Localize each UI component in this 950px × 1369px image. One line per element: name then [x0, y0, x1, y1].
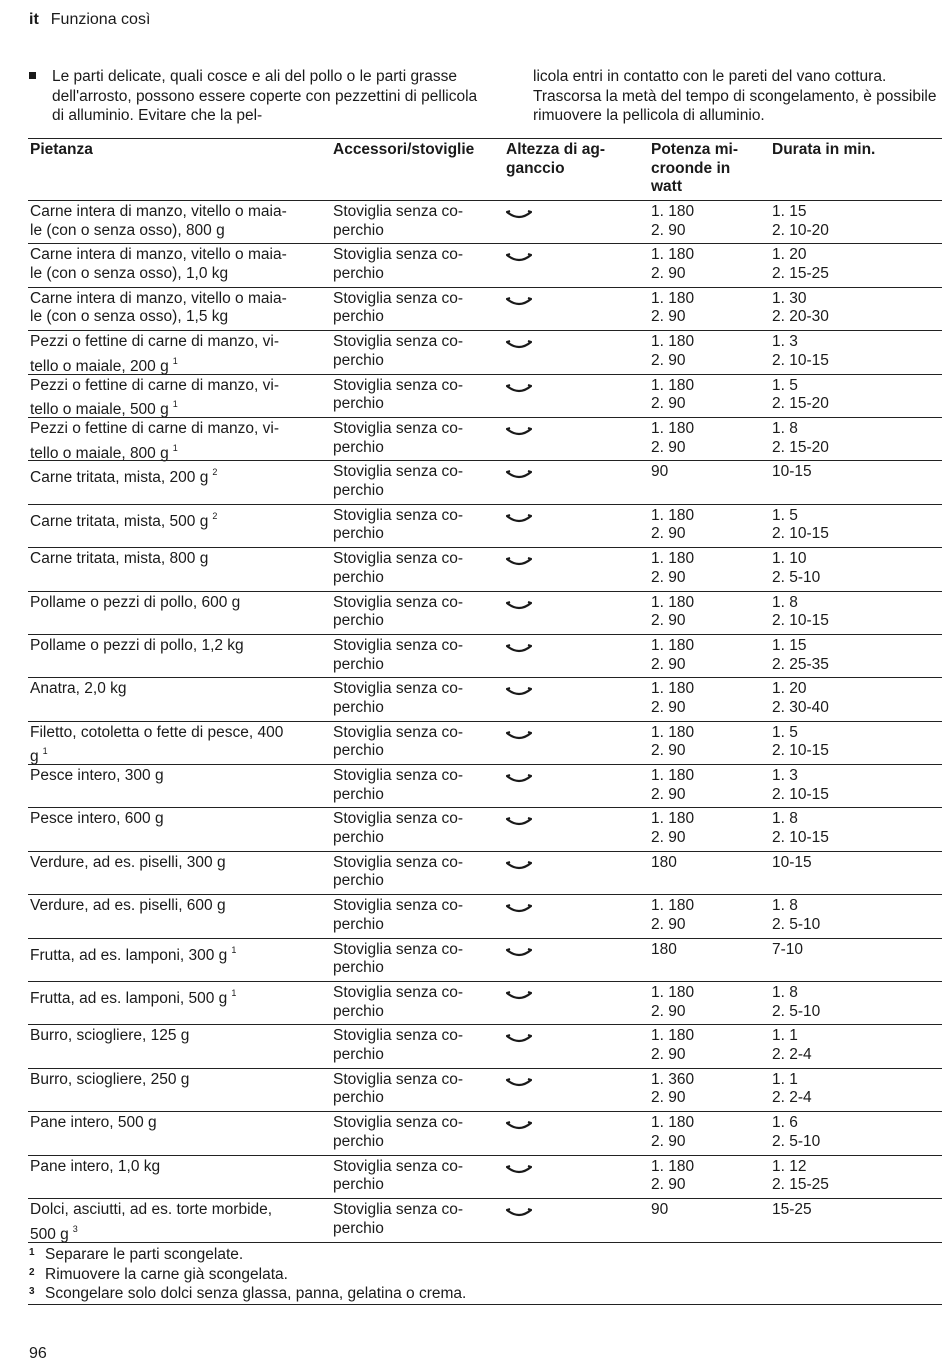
accessory-cell: Stoviglia senza co- perchio [333, 419, 464, 456]
power-cell: 1. 180 2. 90 [651, 246, 695, 282]
duration-cell: 1. 3 2. 10-15 [772, 333, 829, 369]
footnote-ref: 1 [42, 746, 48, 757]
duration-cell: 1. 15 2. 25-35 [772, 636, 829, 673]
food-label: Pane intero, 1,0 kg [30, 1157, 161, 1175]
height-cell [506, 463, 556, 479]
accessory-cell: Stoviglia senza co- perchio [333, 1157, 464, 1194]
footnote-ref: 1 [231, 988, 237, 999]
table-row [28, 1155, 942, 1198]
footnote-ref: 1 [231, 944, 237, 955]
table-bottom-rule [28, 1242, 942, 1243]
food-label: Dolci, asciutti, ad es. torte morbide, 500 g [30, 1200, 273, 1243]
shelf-level-1-icon [506, 513, 532, 523]
food-cell [30, 810, 328, 829]
intro-left-column [29, 67, 479, 126]
food-label: Carne tritata, mista, 200 g [30, 469, 209, 487]
power-cell: 180 [651, 940, 677, 958]
duration-cell: 1. 5 2. 15-20 [772, 376, 829, 413]
accessory-cell: Stoviglia senza co- perchio [333, 463, 464, 499]
table-row [28, 200, 942, 243]
footnote-ref: 3 [72, 1223, 78, 1234]
shelf-level-1-icon [506, 1207, 532, 1217]
food-label: Pesce intero, 300 g [30, 767, 164, 785]
height-cell [506, 507, 556, 523]
power-cell: 1. 180 2. 90 [651, 550, 695, 586]
table-row [28, 287, 942, 330]
accessory-cell: Stoviglia senza co- perchio [333, 1200, 464, 1237]
power-cell: 1. 180 2. 90 [651, 810, 695, 847]
food-label: Burro, sciogliere, 125 g [30, 1027, 190, 1045]
duration-cell: 10-15 [772, 853, 812, 871]
header-height: Altezza di ag- ganccio [506, 141, 606, 177]
shelf-level-1-icon [506, 1033, 532, 1043]
height-cell [506, 333, 556, 349]
section-title: Funziona così [50, 11, 151, 28]
footnote-ref: 1 [172, 399, 178, 410]
power-cell: 1. 180 2. 90 [651, 1114, 695, 1150]
duration-cell: 1. 8 2. 10-15 [772, 593, 829, 630]
food-cell [30, 1071, 328, 1090]
food-label: Pollame o pezzi di pollo, 1,2 kg [30, 636, 244, 654]
accessory-cell: Stoviglia senza co- perchio [333, 680, 464, 716]
table-row [28, 634, 942, 677]
table-row [28, 851, 942, 894]
shelf-level-1-icon [506, 686, 532, 696]
header-food: Pietanza [30, 141, 93, 158]
power-cell: 90 [651, 463, 669, 481]
height-cell [506, 1114, 556, 1130]
food-cell [30, 246, 328, 283]
accessory-cell: Stoviglia senza co- perchio [333, 1027, 464, 1064]
power-cell: 1. 180 2. 90 [651, 1027, 695, 1064]
shelf-level-1-icon [506, 816, 532, 826]
power-cell: 180 [651, 853, 677, 871]
table-row [28, 764, 942, 807]
food-label: Carne intera di manzo, vitello o maia- le (con o senza osso), 800 g [30, 203, 287, 239]
power-cell: 1. 180 2. 90 [651, 289, 695, 326]
accessory-cell: Stoviglia senza co- perchio [333, 853, 464, 890]
accessory-cell: Stoviglia senza co- perchio [333, 593, 464, 630]
duration-cell: 1. 8 2. 5-10 [772, 897, 821, 933]
header-duration: Durata in min. [772, 141, 876, 158]
accessory-cell: Stoviglia senza co- perchio [333, 289, 464, 326]
shelf-level-1-icon [506, 947, 532, 957]
duration-cell: 1. 6 2. 5-10 [772, 1114, 821, 1150]
footnote-ref: 1 [172, 355, 178, 366]
shelf-level-1-icon [506, 252, 532, 262]
footnote [29, 1284, 929, 1304]
shelf-level-1-icon [506, 383, 532, 393]
table-row [28, 243, 942, 286]
accessory-cell: Stoviglia senza co- perchio [333, 767, 464, 803]
accessory-cell: Stoviglia senza co- perchio [333, 984, 464, 1020]
power-cell: 1. 180 2. 90 [651, 897, 695, 933]
shelf-level-1-icon [506, 643, 532, 653]
power-cell: 1. 360 2. 90 [651, 1070, 695, 1107]
duration-cell: 1. 1 2. 2-4 [772, 1027, 812, 1064]
duration-cell: 10-15 [772, 463, 812, 481]
food-label: Anatra, 2,0 kg [30, 680, 127, 698]
power-cell: 1. 180 2. 90 [651, 593, 695, 630]
accessory-cell: Stoviglia senza co- perchio [333, 333, 464, 369]
food-label: Carne intera di manzo, vitello o maia- le (con o senza osso), 1,0 kg [30, 246, 287, 282]
shelf-level-1-icon [506, 903, 532, 913]
height-cell [506, 1071, 556, 1087]
food-cell [30, 594, 328, 613]
table-body [28, 200, 942, 1241]
footnote-ref: 2 [212, 467, 218, 478]
height-cell [506, 767, 556, 783]
food-cell [30, 637, 328, 656]
page-number: 96 [29, 1345, 47, 1362]
table-row [28, 938, 942, 981]
food-label: Carne tritata, mista, 800 g [30, 550, 209, 568]
shelf-level-1-icon [506, 1077, 532, 1087]
duration-cell: 1. 8 2. 15-20 [772, 419, 829, 456]
duration-cell: 1. 3 2. 10-15 [772, 767, 829, 803]
height-cell [506, 203, 556, 219]
food-label: Verdure, ad es. piselli, 300 g [30, 853, 226, 871]
food-cell [30, 333, 328, 376]
table-row [28, 374, 942, 417]
accessory-cell: Stoviglia senza co- perchio [333, 1114, 464, 1150]
shelf-level-1-icon [506, 469, 532, 479]
height-cell [506, 941, 556, 957]
table-row [28, 1111, 942, 1154]
table-row [28, 677, 942, 720]
power-cell: 1. 180 2. 90 [651, 419, 695, 456]
power-cell: 1. 180 2. 90 [651, 767, 695, 803]
food-label: Pesce intero, 600 g [30, 810, 164, 828]
shelf-level-1-icon [506, 773, 532, 783]
food-label: Carne tritata, mista, 500 g [30, 512, 209, 530]
height-cell [506, 984, 556, 1000]
table-row [28, 1024, 942, 1067]
accessory-cell: Stoviglia senza co- perchio [333, 810, 464, 847]
header-accessories: Accessori/stoviglie [333, 141, 475, 158]
food-cell [30, 420, 328, 463]
power-cell: 1. 180 2. 90 [651, 984, 695, 1020]
footnote-number: 1 [29, 1247, 35, 1258]
table-row [28, 330, 942, 373]
footnote [29, 1265, 929, 1285]
food-label: Carne intera di manzo, vitello o maia- le (con o senza osso), 1,5 kg [30, 289, 287, 326]
shelf-level-1-icon [506, 556, 532, 566]
shelf-level-1-icon [506, 860, 532, 870]
height-cell [506, 290, 556, 306]
accessory-cell: Stoviglia senza co- perchio [333, 246, 464, 282]
shelf-level-1-icon [506, 1164, 532, 1174]
duration-cell: 7-10 [772, 940, 804, 958]
shelf-level-1-icon [506, 600, 532, 610]
language-tag: it [29, 11, 39, 28]
page-header [29, 9, 150, 31]
food-cell [30, 1158, 328, 1177]
power-cell: 1. 180 2. 90 [651, 376, 695, 413]
food-cell [30, 507, 328, 532]
footnote-text: Separare le parti scongelate. [45, 1246, 244, 1263]
height-cell [506, 550, 556, 566]
food-cell [30, 724, 328, 767]
food-cell [30, 290, 328, 327]
duration-cell: 1. 15 2. 10-20 [772, 203, 829, 239]
footnotes [29, 1245, 929, 1304]
food-label: Verdure, ad es. piselli, 600 g [30, 897, 226, 915]
table-row [28, 721, 942, 764]
bullet-icon [29, 72, 36, 79]
duration-cell: 1. 1 2. 2-4 [772, 1070, 812, 1107]
shelf-level-1-icon [506, 1120, 532, 1130]
food-cell [30, 1027, 328, 1046]
height-cell [506, 637, 556, 653]
table-top-rule [28, 138, 942, 139]
accessory-cell: Stoviglia senza co- perchio [333, 376, 464, 413]
height-cell [506, 377, 556, 393]
table-row [28, 547, 942, 590]
accessory-cell: Stoviglia senza co- perchio [333, 203, 464, 239]
duration-cell: 1. 20 2. 30-40 [772, 680, 829, 716]
height-cell [506, 854, 556, 870]
table-row [28, 894, 942, 937]
accessory-cell: Stoviglia senza co- perchio [333, 723, 464, 760]
food-cell [30, 767, 328, 786]
height-cell [506, 897, 556, 913]
power-cell: 1. 180 2. 90 [651, 333, 695, 369]
header-power: Potenza mi- croonde in watt [651, 141, 738, 195]
table-row [28, 504, 942, 547]
accessory-cell: Stoviglia senza co- perchio [333, 940, 464, 977]
food-label: Pezzi o fettine di carne di manzo, vi- tello o maiale, 500 g [30, 376, 279, 419]
accessory-cell: Stoviglia senza co- perchio [333, 506, 464, 543]
table-row [28, 981, 942, 1024]
food-label: Frutta, ad es. lamponi, 300 g [30, 946, 228, 964]
shelf-level-1-icon [506, 209, 532, 219]
footnote [29, 1245, 929, 1265]
food-label: Pane intero, 500 g [30, 1114, 157, 1132]
food-label: Pollame o pezzi di pollo, 600 g [30, 593, 241, 611]
food-label: Pezzi o fettine di carne di manzo, vi- tello o maiale, 800 g [30, 419, 279, 462]
food-label: Frutta, ad es. lamponi, 500 g [30, 990, 228, 1008]
power-cell: 90 [651, 1200, 669, 1218]
table-row [28, 807, 942, 850]
shelf-level-1-icon [506, 990, 532, 1000]
power-cell: 1. 180 2. 90 [651, 636, 695, 673]
duration-cell: 1. 8 2. 5-10 [772, 984, 821, 1020]
footnote-ref: 2 [212, 510, 218, 521]
food-label: Burro, sciogliere, 250 g [30, 1070, 190, 1088]
footnote-text: Rimuovere la carne già scongelata. [45, 1265, 288, 1283]
footnote-number: 3 [29, 1286, 35, 1297]
height-cell [506, 246, 556, 262]
shelf-level-1-icon [506, 339, 532, 349]
food-cell [30, 897, 328, 916]
power-cell: 1. 180 2. 90 [651, 1157, 695, 1194]
duration-cell: 1. 8 2. 10-15 [772, 810, 829, 847]
height-cell [506, 810, 556, 826]
table-row [28, 417, 942, 460]
food-cell [30, 550, 328, 569]
food-cell [30, 680, 328, 699]
duration-cell: 1. 5 2. 10-15 [772, 723, 829, 760]
intro-text-right: licola entri in contatto con le pareti del vano cottura. Trascorsa la metà del tempo di scongelamento, è possibile rimuovere la pellicola di alluminio. [533, 68, 937, 124]
accessory-cell: Stoviglia senza co- perchio [333, 897, 464, 933]
food-cell [30, 1114, 328, 1133]
power-cell: 1. 180 2. 90 [651, 506, 695, 543]
table-header [28, 141, 942, 200]
height-cell [506, 1027, 556, 1043]
shelf-level-1-icon [506, 296, 532, 306]
height-cell [506, 1158, 556, 1174]
height-cell [506, 680, 556, 696]
food-cell [30, 941, 328, 966]
food-cell [30, 854, 328, 873]
food-cell [30, 377, 328, 420]
duration-cell: 1. 5 2. 10-15 [772, 506, 829, 543]
power-cell: 1. 180 2. 90 [651, 203, 695, 239]
power-cell: 1. 180 2. 90 [651, 723, 695, 760]
shelf-level-1-icon [506, 426, 532, 436]
accessory-cell: Stoviglia senza co- perchio [333, 1070, 464, 1107]
height-cell [506, 420, 556, 436]
duration-cell: 1. 30 2. 20-30 [772, 289, 829, 326]
height-cell [506, 594, 556, 610]
table-row [28, 460, 942, 503]
height-cell [506, 1201, 556, 1217]
food-label: Filetto, cotoletta o fette di pesce, 400 g [30, 723, 284, 766]
shelf-level-1-icon [506, 730, 532, 740]
height-cell [506, 724, 556, 740]
food-cell [30, 984, 328, 1009]
duration-cell: 1. 10 2. 5-10 [772, 550, 821, 586]
footnote-rule [28, 1304, 942, 1305]
accessory-cell: Stoviglia senza co- perchio [333, 550, 464, 586]
footnote-number: 2 [29, 1266, 35, 1278]
duration-cell: 1. 12 2. 15-25 [772, 1157, 829, 1194]
duration-cell: 1. 20 2. 15-25 [772, 246, 829, 282]
footnote-ref: 1 [172, 442, 178, 453]
food-cell [30, 203, 328, 240]
food-cell [30, 463, 328, 488]
food-label: Pezzi o fettine di carne di manzo, vi- tello o maiale, 200 g [30, 333, 279, 375]
power-cell: 1. 180 2. 90 [651, 680, 695, 716]
intro-text-left: Le parti delicate, quali cosce e ali del pollo o le parti grasse dell'arrosto, possono essere coperte con pezzettini di pellicola di alluminio. Evitare che la pel- [52, 68, 478, 124]
duration-cell: 15-25 [772, 1200, 812, 1218]
table-row [28, 591, 942, 634]
table-row [28, 1198, 942, 1241]
table-row [28, 1068, 942, 1111]
accessory-cell: Stoviglia senza co- perchio [333, 636, 464, 673]
intro-right-column [533, 67, 943, 126]
food-cell [30, 1201, 328, 1244]
footnote-text: Scongelare solo dolci senza glassa, panna, gelatina o crema. [45, 1285, 467, 1302]
